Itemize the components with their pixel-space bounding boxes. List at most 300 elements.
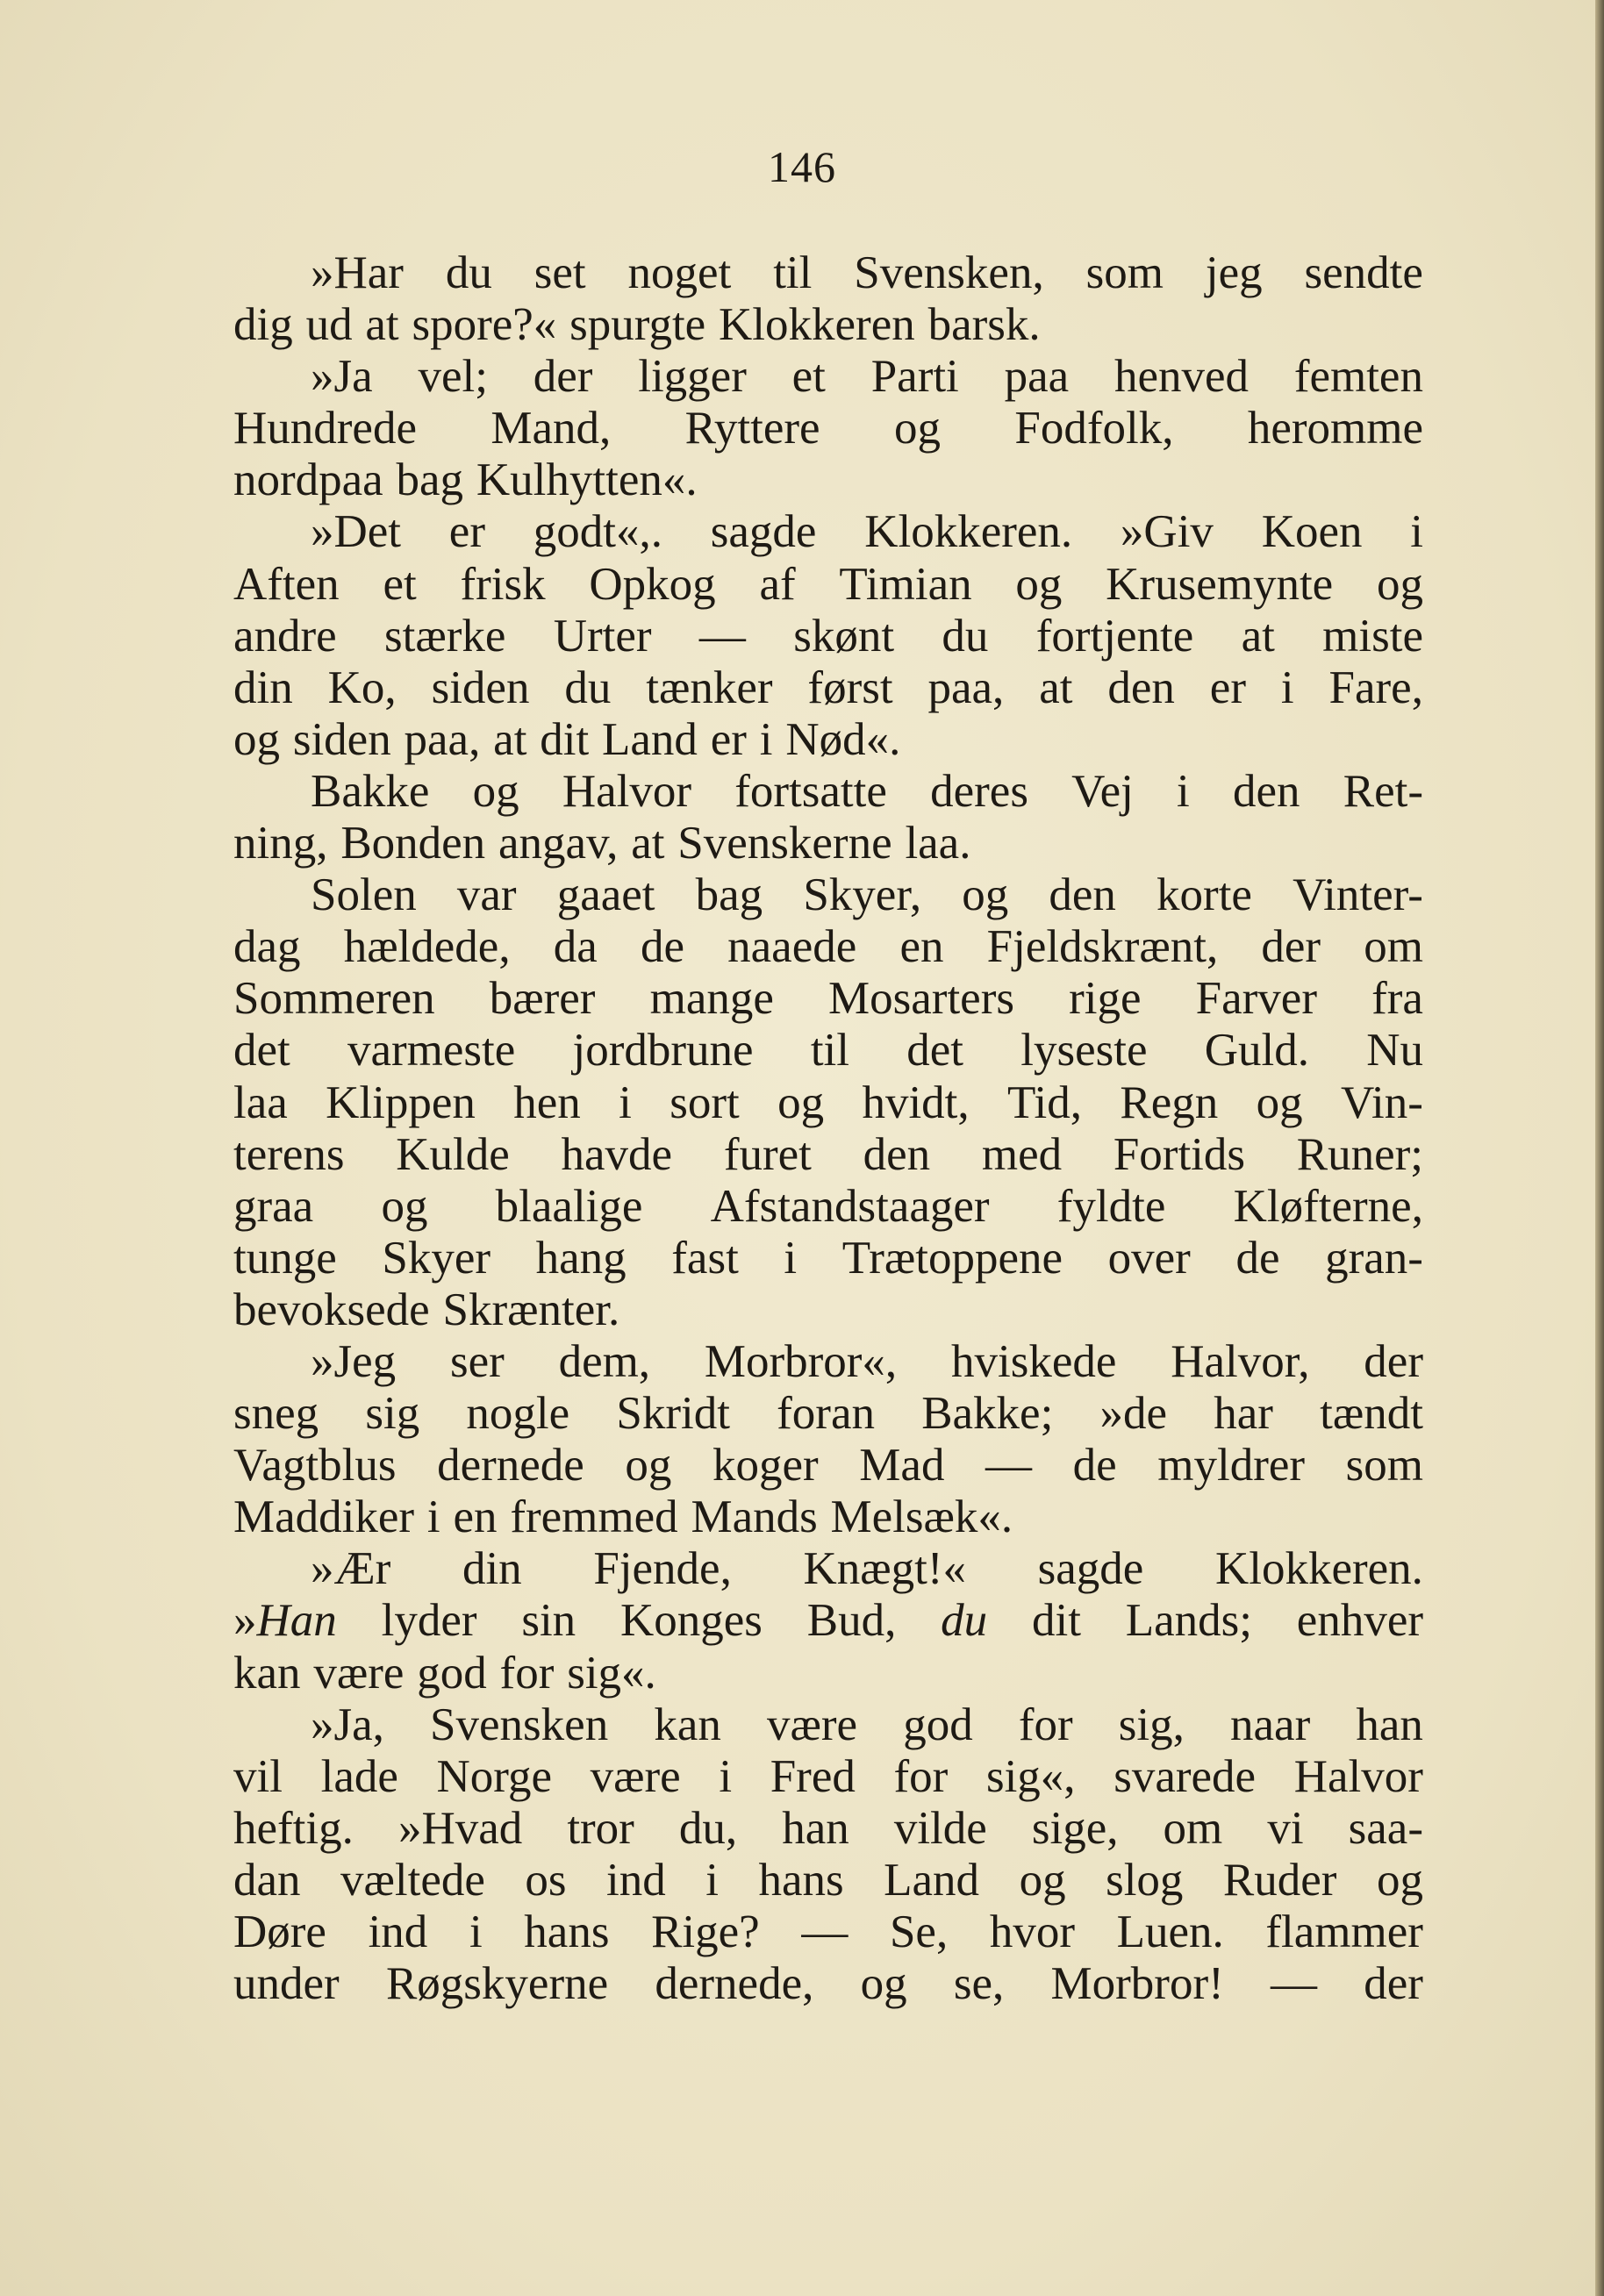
word: slog: [1106, 1854, 1184, 1906]
word: spore?«: [412, 299, 557, 351]
text-line: [233, 1699, 1423, 1751]
word: Nu: [1366, 1025, 1423, 1076]
text-line: [233, 611, 1423, 662]
text-line: [233, 1543, 1423, 1595]
text-line: [233, 1388, 1423, 1440]
text-line: [233, 921, 1423, 973]
word: Fare,: [1328, 662, 1423, 713]
text-line: [233, 1025, 1423, 1076]
word: sagde: [1037, 1543, 1144, 1595]
word: os: [525, 1854, 567, 1906]
word: bag: [695, 869, 763, 921]
word: Melsæk«.: [830, 1491, 1013, 1543]
text-line: [233, 1233, 1423, 1284]
word: sig: [365, 1388, 420, 1440]
word: hældede,: [343, 921, 511, 973]
word: han: [1356, 1699, 1423, 1750]
word: hans: [758, 1854, 844, 1906]
word: Ruder: [1222, 1854, 1337, 1906]
word: sige,: [1031, 1802, 1119, 1854]
word: Kulhytten«.: [476, 454, 698, 506]
word: tunge: [233, 1232, 337, 1284]
word: enhver: [1296, 1595, 1423, 1647]
word: heftig.: [233, 1802, 354, 1854]
word: dan: [233, 1854, 301, 1906]
word: Mands: [691, 1491, 818, 1543]
text-line: [233, 403, 1423, 454]
word: Bakke;: [921, 1388, 1054, 1440]
word: dit: [1031, 1595, 1081, 1647]
word: du: [941, 1595, 988, 1647]
word: Halvor,: [1171, 1335, 1310, 1387]
word: Fodfolk,: [1014, 403, 1174, 454]
word: og: [625, 1440, 672, 1491]
word: »Giv: [1120, 506, 1214, 558]
word: bærer: [489, 973, 596, 1025]
word: god: [417, 1647, 487, 1699]
word: vil: [233, 1750, 283, 1802]
word: til: [773, 247, 813, 298]
word: et: [791, 351, 826, 403]
word: Vej: [1071, 765, 1134, 817]
word: og: [777, 1076, 825, 1128]
word: den: [863, 1128, 931, 1180]
word: henved: [1113, 351, 1250, 403]
word: i: [1280, 662, 1294, 713]
word: »Han: [233, 1595, 337, 1647]
word: og: [860, 1958, 907, 2010]
word: du,: [678, 1802, 738, 1854]
word: sig,: [1118, 1699, 1185, 1750]
word: dit: [540, 713, 590, 765]
word: om: [1364, 921, 1423, 973]
word: at: [365, 299, 399, 351]
word: at: [1241, 610, 1275, 662]
word: og: [381, 1180, 428, 1232]
text-line: [233, 1803, 1423, 1855]
word: i: [719, 1750, 733, 1802]
word: —: [985, 1440, 1033, 1491]
word: »de: [1099, 1388, 1168, 1440]
word: Morbror!: [1050, 1958, 1224, 2010]
word: som: [1085, 247, 1164, 298]
word: Svensken,: [854, 247, 1044, 298]
word: Krusemynte: [1106, 558, 1334, 610]
word: er: [1209, 662, 1246, 713]
word: svarede: [1113, 1750, 1257, 1802]
word: er: [710, 713, 747, 765]
word: dig: [233, 299, 293, 351]
word: fremmed: [510, 1491, 678, 1543]
word: der: [1364, 1958, 1423, 2010]
word: spurgte: [569, 299, 706, 351]
word: Lands;: [1125, 1595, 1252, 1647]
word: fast: [671, 1232, 739, 1284]
word: sneg: [233, 1388, 319, 1440]
word: og: [893, 403, 941, 454]
word: være: [590, 1750, 681, 1802]
text-line: [233, 973, 1423, 1025]
word: terens: [233, 1128, 345, 1180]
word: naaede: [727, 921, 857, 973]
word: tænker: [646, 662, 773, 713]
word: miste: [1322, 610, 1423, 662]
word: i: [469, 1906, 483, 1957]
word: angav,: [498, 818, 619, 869]
word: Knægt!«: [803, 1543, 966, 1595]
word: —: [801, 1906, 849, 1957]
word: sig«.: [567, 1647, 656, 1699]
word: de: [1235, 1232, 1280, 1284]
word: over: [1107, 1232, 1191, 1284]
text-line: [233, 1855, 1423, 1906]
word: siden: [431, 662, 530, 713]
word: ser: [449, 1335, 505, 1387]
word: og: [1256, 1076, 1303, 1128]
word: Solen: [311, 869, 417, 921]
word: de: [1072, 1440, 1117, 1491]
text-line: [233, 1440, 1423, 1491]
word: Konges: [619, 1595, 763, 1647]
text-line: [233, 506, 1423, 558]
word: det: [906, 1025, 963, 1076]
word: at: [631, 818, 665, 869]
word: Bonden: [340, 818, 486, 869]
word: og: [1015, 558, 1063, 610]
word: Mosarters: [828, 973, 1014, 1025]
word: nogle: [466, 1388, 570, 1440]
word: ind: [368, 1906, 428, 1957]
word: Maddiker: [233, 1491, 415, 1543]
text-line: [233, 1491, 1423, 1543]
word: i: [759, 713, 773, 765]
word: sin: [521, 1595, 576, 1647]
text-line: [233, 1077, 1423, 1129]
word: deres: [930, 765, 1028, 817]
word: du: [445, 247, 492, 298]
word: kan: [654, 1699, 721, 1750]
word: der: [1364, 1335, 1423, 1387]
word: gaaet: [556, 869, 655, 921]
word: »Ja: [311, 351, 373, 403]
word: med: [981, 1128, 1063, 1180]
word: Skrænter.: [442, 1284, 620, 1335]
word: heromme: [1247, 403, 1423, 454]
word: du: [942, 610, 989, 662]
word: Klokkeren.: [864, 506, 1073, 558]
word: hvidt,: [862, 1076, 970, 1128]
word: og: [1376, 558, 1423, 610]
word: bag: [396, 454, 464, 506]
word: »Jeg: [311, 1335, 397, 1387]
word: flammer: [1265, 1906, 1423, 1957]
word: har: [1214, 1388, 1273, 1440]
word: Klippen: [326, 1076, 476, 1128]
word: rige: [1069, 973, 1142, 1025]
word: Hundrede: [233, 403, 417, 454]
word: Mad: [859, 1440, 945, 1491]
word: hen: [513, 1076, 581, 1128]
word: mange: [649, 973, 774, 1025]
text-line: [233, 351, 1423, 403]
word: Ryttere: [684, 403, 820, 454]
word: i: [784, 1232, 798, 1284]
page-edge-shadow: [1595, 0, 1604, 2296]
word: for: [893, 1750, 949, 1802]
word: blaalige: [495, 1180, 643, 1232]
word: da: [553, 921, 598, 973]
word: femten: [1293, 351, 1423, 403]
word: hvor: [989, 1906, 1075, 1957]
word: Guld.: [1204, 1025, 1309, 1076]
word: Afstandstaager: [710, 1180, 990, 1232]
word: Land: [602, 713, 698, 765]
word: vilde: [893, 1802, 987, 1854]
word: Opkog: [589, 558, 716, 610]
word: for: [1018, 1699, 1073, 1750]
word: Sommeren: [233, 973, 435, 1025]
word: var: [456, 869, 517, 921]
text-line: [233, 1751, 1423, 1803]
word: ligger: [638, 351, 747, 403]
word: Tid,: [1007, 1076, 1083, 1128]
word: fra: [1371, 973, 1423, 1025]
word: jordbrune: [572, 1025, 754, 1076]
word: fyldte: [1056, 1180, 1166, 1232]
word: hang: [535, 1232, 627, 1284]
word: foran: [777, 1388, 875, 1440]
word: tændt: [1320, 1388, 1423, 1440]
text-line: [233, 247, 1423, 299]
word: er: [448, 506, 485, 558]
word: sig«,: [985, 1750, 1076, 1802]
word: Nød«.: [785, 713, 901, 765]
word: Kulde: [396, 1128, 510, 1180]
word: ning,: [233, 818, 328, 869]
word: havde: [561, 1128, 673, 1180]
word: i: [619, 1076, 632, 1128]
word: skønt: [793, 610, 895, 662]
word: dag: [233, 921, 301, 973]
word: Fortids: [1113, 1128, 1246, 1180]
text-line: [233, 1595, 1423, 1647]
word: vi: [1267, 1802, 1304, 1854]
word: frisk: [460, 558, 546, 610]
word: saa-: [1348, 1802, 1423, 1854]
word: og: [962, 869, 1009, 921]
word: være: [767, 1699, 858, 1750]
text-line: [233, 1648, 1423, 1699]
word: fortsatte: [734, 765, 887, 817]
word: om: [1163, 1802, 1223, 1854]
word: paa: [1004, 351, 1070, 403]
word: lyseste: [1020, 1025, 1148, 1076]
word: hans: [524, 1906, 610, 1957]
word: laa.: [905, 818, 971, 869]
word: »Har: [311, 247, 404, 298]
text-line: [233, 662, 1423, 714]
word: som: [1345, 1440, 1423, 1491]
word: se,: [953, 1958, 1005, 2010]
text-line: [233, 1906, 1423, 1958]
body-text: [233, 247, 1423, 2010]
word: Vinter-: [1293, 869, 1423, 921]
word: i: [426, 1491, 440, 1543]
word: Svensken: [430, 1699, 609, 1750]
text-line: [233, 766, 1423, 818]
text-line: [233, 818, 1423, 869]
word: Døre: [233, 1906, 326, 1957]
word: tror: [567, 1802, 634, 1854]
word: Regn: [1120, 1076, 1219, 1128]
word: Fred: [770, 1750, 856, 1802]
word: bevoksede: [233, 1284, 430, 1335]
word: sagde: [710, 506, 817, 558]
word: Farver: [1195, 973, 1317, 1025]
word: være: [313, 1647, 405, 1699]
word: din: [233, 662, 293, 713]
word: lade: [320, 1750, 398, 1802]
word: Røgskyerne: [385, 1958, 609, 2010]
text-line: [233, 299, 1423, 351]
word: paa,: [927, 662, 1005, 713]
word: Skyer: [382, 1232, 491, 1284]
word: vel;: [418, 351, 488, 403]
word: du: [564, 662, 612, 713]
word: lyder: [381, 1595, 477, 1647]
word: ind: [606, 1854, 666, 1906]
word: Timian: [839, 558, 972, 610]
word: Halvor: [1293, 1750, 1423, 1802]
word: dem,: [558, 1335, 651, 1387]
word: Kløfterne,: [1233, 1180, 1423, 1232]
word: der: [533, 351, 593, 403]
word: naar: [1230, 1699, 1311, 1750]
word: Klokkeren: [719, 299, 915, 351]
word: Fjende,: [593, 1543, 732, 1595]
word: »Ja,: [311, 1699, 384, 1750]
word: Ret-: [1343, 765, 1423, 817]
word: furet: [723, 1128, 812, 1180]
word: koger: [712, 1440, 819, 1491]
word: din: [462, 1543, 522, 1595]
word: set: [533, 247, 586, 298]
page-number: 146: [768, 142, 836, 191]
word: Aften: [233, 558, 340, 610]
word: af: [759, 558, 796, 610]
text-line: [233, 1284, 1423, 1336]
word: Mand,: [491, 403, 612, 454]
word: »Ær: [311, 1543, 391, 1595]
text-line: [233, 454, 1423, 506]
word: korte: [1156, 869, 1252, 921]
word: Se,: [889, 1906, 949, 1957]
word: —: [1271, 1958, 1317, 2010]
text-line: [233, 714, 1423, 766]
word: et: [383, 558, 417, 610]
text-line: [233, 1129, 1423, 1181]
text-line: [233, 869, 1423, 921]
word: i: [1410, 506, 1423, 558]
word: godt«,.: [533, 506, 662, 558]
word: der: [1261, 921, 1321, 973]
word: stærke: [384, 610, 506, 662]
word: »Hvad: [397, 1802, 523, 1854]
word: under: [233, 1958, 340, 2010]
word: til: [810, 1025, 849, 1076]
word: fortjente: [1035, 610, 1194, 662]
word: Skridt: [616, 1388, 730, 1440]
text-line: [233, 1181, 1423, 1233]
word: Bud,: [806, 1595, 897, 1647]
word: Luen.: [1116, 1906, 1224, 1957]
word: Koen: [1261, 506, 1363, 558]
word: kan: [233, 1647, 301, 1699]
word: Trætoppene: [841, 1232, 1063, 1284]
word: hviskede: [950, 1335, 1117, 1387]
text-line: [233, 1336, 1423, 1388]
word: han: [782, 1802, 849, 1854]
word: og: [233, 713, 280, 765]
word: nordpaa: [233, 454, 383, 506]
word: den: [1049, 869, 1116, 921]
word: Svenskerne: [677, 818, 892, 869]
word: jeg: [1205, 247, 1263, 298]
word: en: [453, 1491, 498, 1543]
word: at: [1039, 662, 1073, 713]
word: barsk.: [927, 299, 1041, 351]
word: Land: [884, 1854, 980, 1906]
word: Vin-: [1340, 1076, 1423, 1128]
word: sendte: [1304, 247, 1423, 298]
word: —: [698, 610, 746, 662]
word: siden: [292, 713, 391, 765]
word: Norge: [436, 1750, 553, 1802]
word: varmeste: [347, 1025, 516, 1076]
word: paa,: [404, 713, 481, 765]
word: Vagtblus: [233, 1440, 397, 1491]
word: Runer;: [1296, 1128, 1423, 1180]
word: det: [233, 1025, 290, 1076]
word: og: [1019, 1854, 1066, 1906]
word: Skyer,: [803, 869, 922, 921]
word: Klokkeren.: [1214, 1543, 1423, 1595]
word: god: [903, 1699, 973, 1750]
word: i: [1177, 765, 1190, 817]
word: først: [807, 662, 893, 713]
word: myldrer: [1157, 1440, 1306, 1491]
word: Morbror«,: [704, 1335, 898, 1387]
word: og: [472, 765, 519, 817]
word: Bakke: [311, 765, 430, 817]
word: laa: [233, 1076, 288, 1128]
word: Fjeldskrænt,: [986, 921, 1219, 973]
word: dernede,: [655, 1958, 814, 2010]
word: noget: [627, 247, 732, 298]
word: graa: [233, 1180, 314, 1232]
word: de: [640, 921, 684, 973]
word: Urter: [553, 610, 652, 662]
word: dernede: [437, 1440, 584, 1491]
word: og: [1376, 1854, 1423, 1906]
text-line: [233, 1958, 1423, 2010]
word: andre: [233, 610, 337, 662]
word: at: [493, 713, 527, 765]
word: den: [1107, 662, 1175, 713]
word: gran-: [1325, 1232, 1423, 1284]
word: Halvor: [562, 765, 692, 817]
word: »Det: [311, 506, 402, 558]
